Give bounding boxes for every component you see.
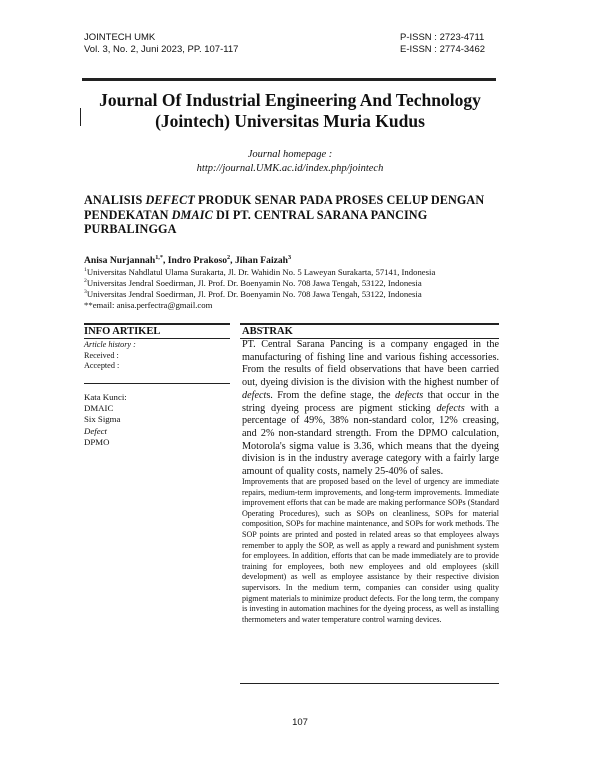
corresponding-email: **email: anisa.perfectra@gmail.com (84, 300, 213, 310)
journal-abbreviation: JOINTECH UMK (84, 32, 156, 43)
affiliation-sup: 3 (84, 289, 87, 296)
article-history (84, 340, 136, 372)
abstract-italic: defects (436, 402, 465, 414)
abstract-text: PT. Central Sarana Pancing is a company engaged in the manufacturing of fishing line and various fishing accessories. From the results of field observations that have been carried out, dyeing division is the division with the highest number of (242, 339, 499, 389)
abstract-italic: defects (394, 389, 424, 401)
abstract-rule-end (240, 683, 499, 684)
author-sup: 1,* (155, 253, 163, 261)
running-header-right (400, 32, 485, 56)
author-name: Jihan Faizah (234, 255, 289, 266)
author-sep: , (230, 255, 235, 266)
running-header-left (84, 32, 238, 56)
keyword: Six Sigma (84, 414, 121, 425)
accepted-label: Accepted : (84, 361, 120, 370)
keywords-block (84, 392, 127, 448)
paper-title-part1: ANALISIS (84, 193, 146, 207)
affiliation (84, 278, 435, 289)
page-number: 107 (292, 717, 308, 728)
p-issn: P-ISSN : 2723-4711 (400, 32, 485, 43)
history-label: Article history : (84, 340, 136, 349)
journal-title (84, 90, 496, 132)
affiliation-text: Universitas Jendral Soedirman, Jl. Prof. Dr. Boenyamin No. 708 Jawa Tengah, 53122, Indonesia (86, 278, 422, 288)
affiliation-text: Universitas Jendral Soedirman, Jl. Prof. Dr. Boenyamin No. 708 Jawa Tengah, 53122, Indonesia (86, 289, 422, 299)
affiliation-text: Universitas Nahdlatul Ulama Surakarta, Jl. Dr. Wahidin No. 5 Laweyan Surakarta, 57141, Indonesia (86, 267, 436, 277)
journal-title-line1: Journal Of Industrial Engineering And Technology (99, 90, 481, 110)
volume-info: Vol. 3, No. 2, Juni 2023, PP. 107-117 (84, 44, 239, 55)
affiliation-sup: 2 (84, 278, 87, 285)
keyword: Defect (84, 425, 107, 436)
author-name: Anisa Nurjannah (84, 255, 156, 266)
paper-title-italic2: DMAIC (171, 207, 213, 222)
keyword: DPMO (84, 436, 110, 447)
abstract-heading: ABSTRAK (242, 326, 293, 337)
author-sep: , (162, 255, 168, 266)
affiliations (84, 267, 435, 311)
abstract-italic: defect (242, 389, 267, 401)
author-list (84, 255, 291, 267)
affiliation-sup: 1 (84, 267, 87, 274)
abstract-text: with a percentage of 49%, 38% non-standard color, 12% creasing, and 2% non-standard strength. From the DPMO calculation, Motorola's sigma value is 3.36, which means that the dyeing division is in the industry average category with a fairly large amount of quality costs, namely 25-40% of sales. (242, 402, 499, 478)
paper-title-part2: PRODUK SENAR PADA PROSES CELUP DENGAN PENDEKATAN (84, 193, 485, 222)
info-rule-bottom (84, 338, 230, 339)
author-sup: 3 (288, 253, 292, 261)
journal-homepage (84, 148, 496, 176)
author-name: Indro Prakoso (167, 255, 228, 266)
abstract-paragraph-2: Improvements that are proposed based on the level of urgency are immediate repairs, medium-term improvements, and long-term improvements. Immediate improvement efforts that can be made are making performance SOPs (Standard Operating Procedures), such as SOPs on cleanliness, SOPs for material composition, SOPs for machine maintenance, and SOPs for work methods. The SOP points are printed and posted in related areas so that employees always remember to apply the SOP, as well as apply a reward and punishment system for employees. In addition, efforts that can be made immediately are to provide training for employees, both new employees and old employees (skill development) as well as employee assistance by their respective division supervisors. In the medium term, companies can consider using quality pigment materials to minimize product defects. For the long term, the company is investing in automation machines for the dyeing process, as well as installing thermometers and water temperature control warning devices. (242, 477, 499, 624)
abstract-rule-top (240, 323, 499, 325)
keywords-label: Kata Kunci: (84, 392, 127, 402)
e-issn: E-ISSN : 2774-3462 (400, 44, 486, 55)
info-rule-top (84, 323, 230, 325)
journal-title-line2: (Jointech) Universitas Muria Kudus (155, 111, 425, 131)
affiliation (84, 289, 435, 300)
title-side-bar (80, 108, 81, 126)
abstract-paragraph-1 (242, 339, 499, 479)
header-rule (82, 78, 496, 81)
info-history-rule (84, 383, 230, 384)
abstract-text: that occur in the string dyeing process are pigment sticking (242, 389, 499, 414)
paper-title (84, 193, 502, 237)
affiliation (84, 267, 435, 278)
paper-title-italic1: DEFECT (145, 193, 195, 207)
homepage-label: Journal homepage : (247, 149, 333, 160)
author-sup: 2 (227, 253, 231, 261)
abstract-text: s. From the define stage, the (266, 389, 395, 401)
paper-title-part3: DI PT. CENTRAL SARANA PANCING PURBALINGGA (84, 207, 428, 236)
keyword: DMAIC (84, 403, 114, 414)
homepage-url[interactable]: http://journal.UMK.ac.id/index.php/jointech (196, 163, 384, 174)
received-label: Received : (84, 350, 119, 360)
info-heading: INFO ARTIKEL (84, 326, 161, 337)
